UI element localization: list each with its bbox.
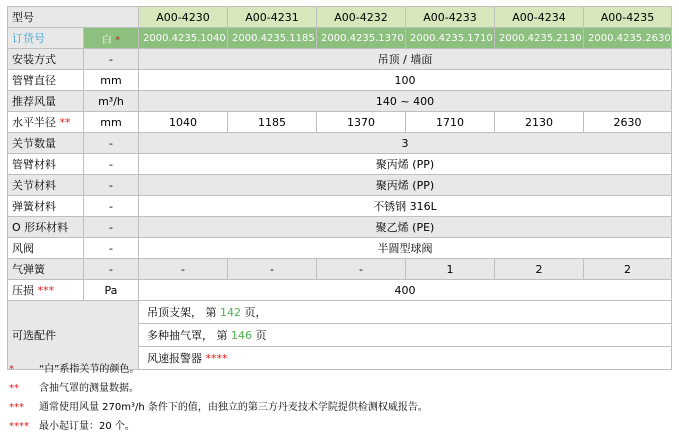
row-value: 140 ~ 400 [139, 91, 672, 112]
model-cell: A00-4235 [584, 7, 672, 28]
row-label: 压损 [12, 284, 34, 297]
option-suffix: 页， [241, 306, 267, 319]
model-label: 型号 [8, 7, 139, 28]
footnote [9, 360, 428, 379]
footnote-text: 通常使用风量 270m³/h 条件下的值，由独立的第三方丹麦技术学院提供检测权威报告。 [39, 402, 428, 413]
footnote [9, 417, 428, 436]
order-color-cell [84, 28, 139, 49]
option-text: 多种抽气罩， 第 [147, 329, 231, 342]
spec-row-oring-material [8, 217, 672, 238]
row-value: 1185 [228, 112, 317, 133]
row-value: 2 [584, 259, 672, 280]
row-label: O 形环材料 [8, 217, 84, 238]
row-unit: - [84, 196, 139, 217]
spec-row-joint-material [8, 175, 672, 196]
row-unit: Pa [84, 280, 139, 301]
row-unit: mm [84, 112, 139, 133]
footnotes [9, 360, 428, 436]
spec-table [7, 6, 672, 370]
row-value: 400 [139, 280, 672, 301]
footnote-text: 含抽气罩的测量数据。 [39, 383, 139, 394]
row-unit: m³/h [84, 91, 139, 112]
row-value: 半圆型球阀 [139, 238, 672, 259]
row-label-cell [8, 280, 84, 301]
row-unit: - [84, 49, 139, 70]
row-value: 吊顶 / 墙面 [139, 49, 672, 70]
footnote-mark: * [115, 34, 121, 46]
row-label: 气弹簧 [8, 259, 84, 280]
footnote-mark: ** [9, 383, 19, 394]
row-unit: - [84, 259, 139, 280]
spec-row-arm-material [8, 154, 672, 175]
options-row [8, 301, 672, 324]
order-code: 2000.4235.1370 [317, 28, 406, 49]
row-value: 2130 [495, 112, 584, 133]
order-code: 2000.4235.1185 [228, 28, 317, 49]
row-value: - [139, 259, 228, 280]
footnote-mark: **** [9, 421, 29, 432]
page-link[interactable]: 146 [231, 329, 252, 342]
row-label: 弹簧材料 [8, 196, 84, 217]
option-suffix: 页 [252, 329, 267, 342]
row-value: - [228, 259, 317, 280]
row-value: 2 [495, 259, 584, 280]
footnote-mark: * [9, 364, 14, 375]
spec-row-pressure [8, 280, 672, 301]
row-unit: - [84, 175, 139, 196]
spec-row-damper [8, 238, 672, 259]
model-cell: A00-4232 [317, 7, 406, 28]
option-item [139, 301, 672, 324]
spec-row-arm-diameter [8, 70, 672, 91]
options-label: 可选配件 [8, 301, 139, 370]
row-value: 3 [139, 133, 672, 154]
option-text: 风速报警器 [147, 352, 206, 365]
row-value: 聚丙烯 (PP) [139, 154, 672, 175]
order-code: 2000.4235.2630 [584, 28, 672, 49]
row-value: 2630 [584, 112, 672, 133]
order-label: 订货号 [8, 28, 84, 49]
row-value: 1370 [317, 112, 406, 133]
page-link[interactable]: 142 [220, 306, 241, 319]
row-label: 管臂材料 [8, 154, 84, 175]
row-value: - [317, 259, 406, 280]
order-color: 白 [101, 34, 112, 46]
row-value: 1710 [406, 112, 495, 133]
row-label: 风阀 [8, 238, 84, 259]
row-label: 关节数量 [8, 133, 84, 154]
row-label: 安装方式 [8, 49, 84, 70]
spec-row-radius [8, 112, 672, 133]
option-item [139, 324, 672, 347]
model-cell: A00-4231 [228, 7, 317, 28]
spec-row-spring-material [8, 196, 672, 217]
row-label: 关节材料 [8, 175, 84, 196]
footnote-text: 最小起订量：20 个。 [39, 421, 135, 432]
row-value: 聚乙烯 (PE) [139, 217, 672, 238]
footnote-mark: ** [59, 116, 71, 129]
row-value: 聚丙烯 (PP) [139, 175, 672, 196]
footnote [9, 398, 428, 417]
row-unit: - [84, 217, 139, 238]
row-label: 管臂直径 [8, 70, 84, 91]
footnote [9, 379, 428, 398]
model-row [8, 7, 672, 28]
spec-row-gas-spring [8, 259, 672, 280]
row-value: 100 [139, 70, 672, 91]
footnote-text: “白”系指关节的颜色。 [39, 364, 140, 375]
order-code: 2000.4235.2130 [495, 28, 584, 49]
spec-row-mounting [8, 49, 672, 70]
model-cell: A00-4230 [139, 7, 228, 28]
footnote-mark: *** [37, 284, 54, 297]
row-label: 推荐风量 [8, 91, 84, 112]
row-label: 水平半径 [12, 116, 56, 129]
row-unit: - [84, 154, 139, 175]
order-code: 2000.4235.1040 [139, 28, 228, 49]
row-value: 1 [406, 259, 495, 280]
row-value: 1040 [139, 112, 228, 133]
footnote-mark: **** [205, 352, 228, 365]
model-cell: A00-4234 [495, 7, 584, 28]
spec-row-airflow [8, 91, 672, 112]
row-value: 不锈钢 316L [139, 196, 672, 217]
row-label-cell [8, 112, 84, 133]
order-code: 2000.4235.1710 [406, 28, 495, 49]
spec-row-joints [8, 133, 672, 154]
option-text: 吊顶支架， 第 [147, 306, 220, 319]
row-unit: - [84, 133, 139, 154]
model-cell: A00-4233 [406, 7, 495, 28]
row-unit: - [84, 238, 139, 259]
order-row [8, 28, 672, 49]
footnote-mark: *** [9, 402, 24, 413]
row-unit: mm [84, 70, 139, 91]
